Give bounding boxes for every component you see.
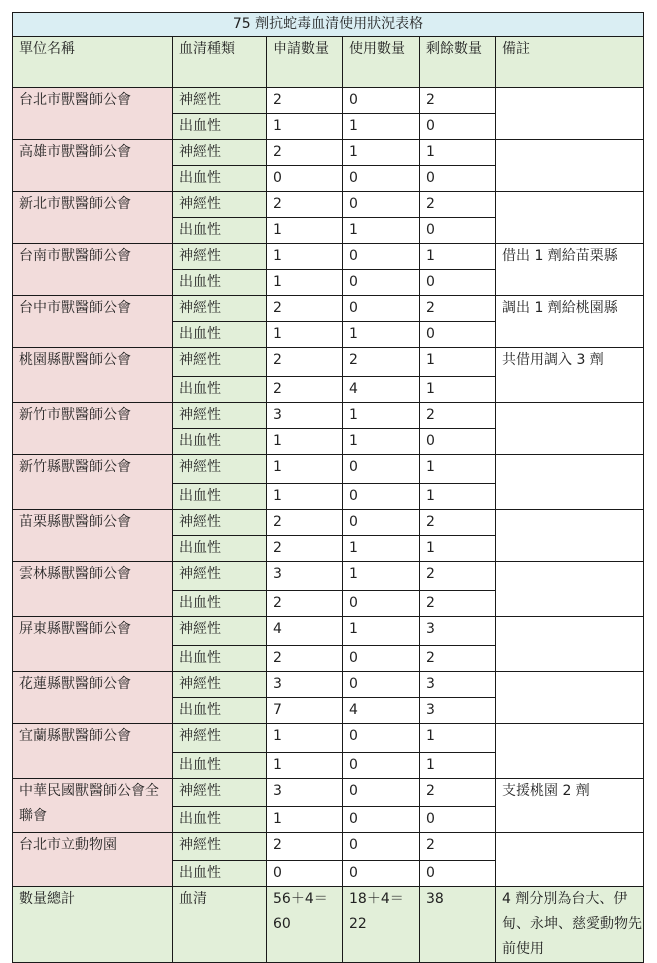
serum-type-cell: 出血性 bbox=[173, 646, 267, 672]
serum-type-cell: 神經性 bbox=[173, 833, 267, 861]
used-count-cell: 0 bbox=[343, 779, 420, 807]
note-cell bbox=[496, 510, 644, 562]
serum-type-cell: 神經性 bbox=[173, 88, 267, 114]
serum-type-cell: 神經性 bbox=[173, 348, 267, 377]
note-cell bbox=[496, 403, 644, 455]
used-count-cell: 1 bbox=[343, 536, 420, 562]
used-count-cell: 0 bbox=[343, 166, 420, 192]
remain-count-cell: 2 bbox=[420, 88, 496, 114]
title-row bbox=[13, 13, 644, 37]
apply-count-cell: 1 bbox=[267, 753, 343, 779]
serum-type-cell: 神經性 bbox=[173, 244, 267, 270]
used-count-cell: 0 bbox=[343, 484, 420, 510]
used-count-cell: 2 bbox=[343, 348, 420, 377]
apply-count-cell: 2 bbox=[267, 296, 343, 322]
unit-name-cell: 台北市獸醫師公會 bbox=[13, 88, 173, 140]
table-row bbox=[13, 562, 644, 591]
used-count-cell: 1 bbox=[343, 218, 420, 244]
apply-count-cell: 1 bbox=[267, 270, 343, 296]
unit-name-cell: 新竹市獸醫師公會 bbox=[13, 403, 173, 455]
remain-count-cell: 1 bbox=[420, 377, 496, 403]
apply-count-cell: 1 bbox=[267, 484, 343, 510]
total-apply-cell: 56＋4＝60 bbox=[267, 887, 343, 963]
unit-name-cell: 新竹縣獸醫師公會 bbox=[13, 455, 173, 510]
used-count-cell: 0 bbox=[343, 296, 420, 322]
remain-count-cell: 1 bbox=[420, 753, 496, 779]
apply-count-cell: 1 bbox=[267, 724, 343, 753]
note-cell bbox=[496, 140, 644, 192]
serum-type-cell: 神經性 bbox=[173, 672, 267, 698]
remain-count-cell: 0 bbox=[420, 218, 496, 244]
apply-count-cell: 2 bbox=[267, 510, 343, 536]
used-count-cell: 1 bbox=[343, 114, 420, 140]
used-count-cell: 0 bbox=[343, 833, 420, 861]
used-count-cell: 0 bbox=[343, 672, 420, 698]
remain-count-cell: 2 bbox=[420, 192, 496, 218]
serum-type-cell: 神經性 bbox=[173, 562, 267, 591]
note-cell: 共借用調入 3 劑 bbox=[496, 348, 644, 403]
apply-count-cell: 1 bbox=[267, 244, 343, 270]
note-cell bbox=[496, 617, 644, 672]
unit-name-cell: 桃園縣獸醫師公會 bbox=[13, 348, 173, 403]
serum-type-cell: 出血性 bbox=[173, 322, 267, 348]
remain-count-cell: 0 bbox=[420, 861, 496, 887]
table-row bbox=[13, 296, 644, 322]
serum-type-cell: 出血性 bbox=[173, 698, 267, 724]
used-count-cell: 0 bbox=[343, 646, 420, 672]
used-count-cell: 1 bbox=[343, 617, 420, 646]
serum-type-cell: 出血性 bbox=[173, 166, 267, 192]
unit-name-cell: 台南市獸醫師公會 bbox=[13, 244, 173, 296]
serum-usage-table bbox=[12, 12, 644, 963]
apply-count-cell: 1 bbox=[267, 114, 343, 140]
remain-count-cell: 0 bbox=[420, 270, 496, 296]
apply-count-cell: 2 bbox=[267, 192, 343, 218]
remain-count-cell: 0 bbox=[420, 429, 496, 455]
remain-count-cell: 2 bbox=[420, 591, 496, 617]
used-count-cell: 0 bbox=[343, 270, 420, 296]
note-cell: 調出 1 劑給桃園縣 bbox=[496, 296, 644, 348]
note-cell bbox=[496, 672, 644, 724]
table-row bbox=[13, 724, 644, 753]
remain-count-cell: 1 bbox=[420, 140, 496, 166]
unit-name-cell: 雲林縣獸醫師公會 bbox=[13, 562, 173, 617]
apply-count-cell: 1 bbox=[267, 455, 343, 484]
note-cell bbox=[496, 88, 644, 140]
serum-type-cell: 出血性 bbox=[173, 591, 267, 617]
unit-name-cell: 高雄市獸醫師公會 bbox=[13, 140, 173, 192]
total-used-cell: 18＋4＝22 bbox=[343, 887, 420, 963]
apply-count-cell: 3 bbox=[267, 672, 343, 698]
total-note-cell: 4 劑分別為台大、伊甸、永坤、慈愛動物先前使用 bbox=[496, 887, 644, 963]
header-used: 使用數量 bbox=[343, 37, 420, 88]
unit-name-cell: 苗栗縣獸醫師公會 bbox=[13, 510, 173, 562]
used-count-cell: 1 bbox=[343, 403, 420, 429]
serum-type-cell: 出血性 bbox=[173, 753, 267, 779]
remain-count-cell: 0 bbox=[420, 114, 496, 140]
remain-count-cell: 0 bbox=[420, 166, 496, 192]
remain-count-cell: 1 bbox=[420, 244, 496, 270]
table-row bbox=[13, 510, 644, 536]
remain-count-cell: 1 bbox=[420, 348, 496, 377]
serum-type-cell: 出血性 bbox=[173, 484, 267, 510]
apply-count-cell: 2 bbox=[267, 536, 343, 562]
header-remain: 剩餘數量 bbox=[420, 37, 496, 88]
serum-type-cell: 神經性 bbox=[173, 724, 267, 753]
used-count-cell: 0 bbox=[343, 244, 420, 270]
used-count-cell: 0 bbox=[343, 724, 420, 753]
table-row bbox=[13, 140, 644, 166]
serum-type-cell: 神經性 bbox=[173, 140, 267, 166]
used-count-cell: 0 bbox=[343, 807, 420, 833]
apply-count-cell: 1 bbox=[267, 807, 343, 833]
remain-count-cell: 1 bbox=[420, 724, 496, 753]
unit-name-cell: 宜蘭縣獸醫師公會 bbox=[13, 724, 173, 779]
remain-count-cell: 2 bbox=[420, 296, 496, 322]
remain-count-cell: 0 bbox=[420, 322, 496, 348]
remain-count-cell: 2 bbox=[420, 510, 496, 536]
remain-count-cell: 3 bbox=[420, 698, 496, 724]
serum-type-cell: 出血性 bbox=[173, 270, 267, 296]
remain-count-cell: 3 bbox=[420, 672, 496, 698]
note-cell: 支援桃園 2 劑 bbox=[496, 779, 644, 833]
header-row bbox=[13, 37, 644, 88]
used-count-cell: 4 bbox=[343, 377, 420, 403]
apply-count-cell: 2 bbox=[267, 591, 343, 617]
apply-count-cell: 1 bbox=[267, 218, 343, 244]
serum-type-cell: 出血性 bbox=[173, 218, 267, 244]
apply-count-cell: 2 bbox=[267, 646, 343, 672]
table-row bbox=[13, 455, 644, 484]
note-cell bbox=[496, 833, 644, 887]
remain-count-cell: 3 bbox=[420, 617, 496, 646]
serum-table-wrapper bbox=[12, 12, 644, 963]
table-row bbox=[13, 779, 644, 807]
table-row bbox=[13, 88, 644, 114]
total-label-cell: 數量總計 bbox=[13, 887, 173, 963]
table-row bbox=[13, 833, 644, 861]
remain-count-cell: 2 bbox=[420, 403, 496, 429]
used-count-cell: 0 bbox=[343, 753, 420, 779]
remain-count-cell: 1 bbox=[420, 484, 496, 510]
apply-count-cell: 0 bbox=[267, 166, 343, 192]
remain-count-cell: 1 bbox=[420, 455, 496, 484]
serum-type-cell: 出血性 bbox=[173, 114, 267, 140]
total-row bbox=[13, 887, 644, 963]
serum-type-cell: 神經性 bbox=[173, 779, 267, 807]
remain-count-cell: 2 bbox=[420, 779, 496, 807]
used-count-cell: 1 bbox=[343, 140, 420, 166]
table-row bbox=[13, 617, 644, 646]
note-cell bbox=[496, 562, 644, 617]
serum-type-cell: 出血性 bbox=[173, 536, 267, 562]
note-cell bbox=[496, 724, 644, 779]
serum-type-cell: 出血性 bbox=[173, 377, 267, 403]
header-unit: 單位名稱 bbox=[13, 37, 173, 88]
apply-count-cell: 2 bbox=[267, 140, 343, 166]
table-row bbox=[13, 192, 644, 218]
note-cell bbox=[496, 192, 644, 244]
serum-type-cell: 出血性 bbox=[173, 861, 267, 887]
table-row bbox=[13, 244, 644, 270]
serum-type-cell: 神經性 bbox=[173, 403, 267, 429]
used-count-cell: 0 bbox=[343, 861, 420, 887]
apply-count-cell: 4 bbox=[267, 617, 343, 646]
unit-name-cell: 中華民國獸醫師公會全聯會 bbox=[13, 779, 173, 833]
used-count-cell: 1 bbox=[343, 562, 420, 591]
remain-count-cell: 1 bbox=[420, 536, 496, 562]
unit-name-cell: 屏東縣獸醫師公會 bbox=[13, 617, 173, 672]
apply-count-cell: 3 bbox=[267, 779, 343, 807]
apply-count-cell: 2 bbox=[267, 348, 343, 377]
note-cell: 借出 1 劑給苗栗縣 bbox=[496, 244, 644, 296]
apply-count-cell: 0 bbox=[267, 861, 343, 887]
table-row bbox=[13, 672, 644, 698]
serum-type-cell: 神經性 bbox=[173, 510, 267, 536]
serum-type-cell: 神經性 bbox=[173, 296, 267, 322]
remain-count-cell: 2 bbox=[420, 562, 496, 591]
table-row bbox=[13, 348, 644, 377]
remain-count-cell: 2 bbox=[420, 833, 496, 861]
used-count-cell: 0 bbox=[343, 591, 420, 617]
table-title: 75 劑抗蛇毒血清使用狀況表格 bbox=[13, 13, 644, 37]
table-row bbox=[13, 403, 644, 429]
total-type-cell: 血清 bbox=[173, 887, 267, 963]
total-remain-cell: 38 bbox=[420, 887, 496, 963]
used-count-cell: 0 bbox=[343, 455, 420, 484]
remain-count-cell: 2 bbox=[420, 646, 496, 672]
serum-type-cell: 神經性 bbox=[173, 192, 267, 218]
apply-count-cell: 3 bbox=[267, 562, 343, 591]
apply-count-cell: 2 bbox=[267, 88, 343, 114]
serum-type-cell: 神經性 bbox=[173, 617, 267, 646]
apply-count-cell: 7 bbox=[267, 698, 343, 724]
apply-count-cell: 1 bbox=[267, 322, 343, 348]
unit-name-cell: 花蓮縣獸醫師公會 bbox=[13, 672, 173, 724]
used-count-cell: 0 bbox=[343, 88, 420, 114]
used-count-cell: 4 bbox=[343, 698, 420, 724]
serum-type-cell: 出血性 bbox=[173, 429, 267, 455]
serum-type-cell: 出血性 bbox=[173, 807, 267, 833]
unit-name-cell: 新北市獸醫師公會 bbox=[13, 192, 173, 244]
unit-name-cell: 台中市獸醫師公會 bbox=[13, 296, 173, 348]
serum-type-cell: 神經性 bbox=[173, 455, 267, 484]
note-cell bbox=[496, 455, 644, 510]
header-apply: 申請數量 bbox=[267, 37, 343, 88]
apply-count-cell: 1 bbox=[267, 429, 343, 455]
header-note: 備註 bbox=[496, 37, 644, 88]
unit-name-cell: 台北市立動物園 bbox=[13, 833, 173, 887]
used-count-cell: 1 bbox=[343, 429, 420, 455]
remain-count-cell: 0 bbox=[420, 807, 496, 833]
apply-count-cell: 2 bbox=[267, 377, 343, 403]
apply-count-cell: 3 bbox=[267, 403, 343, 429]
used-count-cell: 0 bbox=[343, 192, 420, 218]
header-serum-type: 血清種類 bbox=[173, 37, 267, 88]
used-count-cell: 0 bbox=[343, 510, 420, 536]
used-count-cell: 1 bbox=[343, 322, 420, 348]
apply-count-cell: 2 bbox=[267, 833, 343, 861]
